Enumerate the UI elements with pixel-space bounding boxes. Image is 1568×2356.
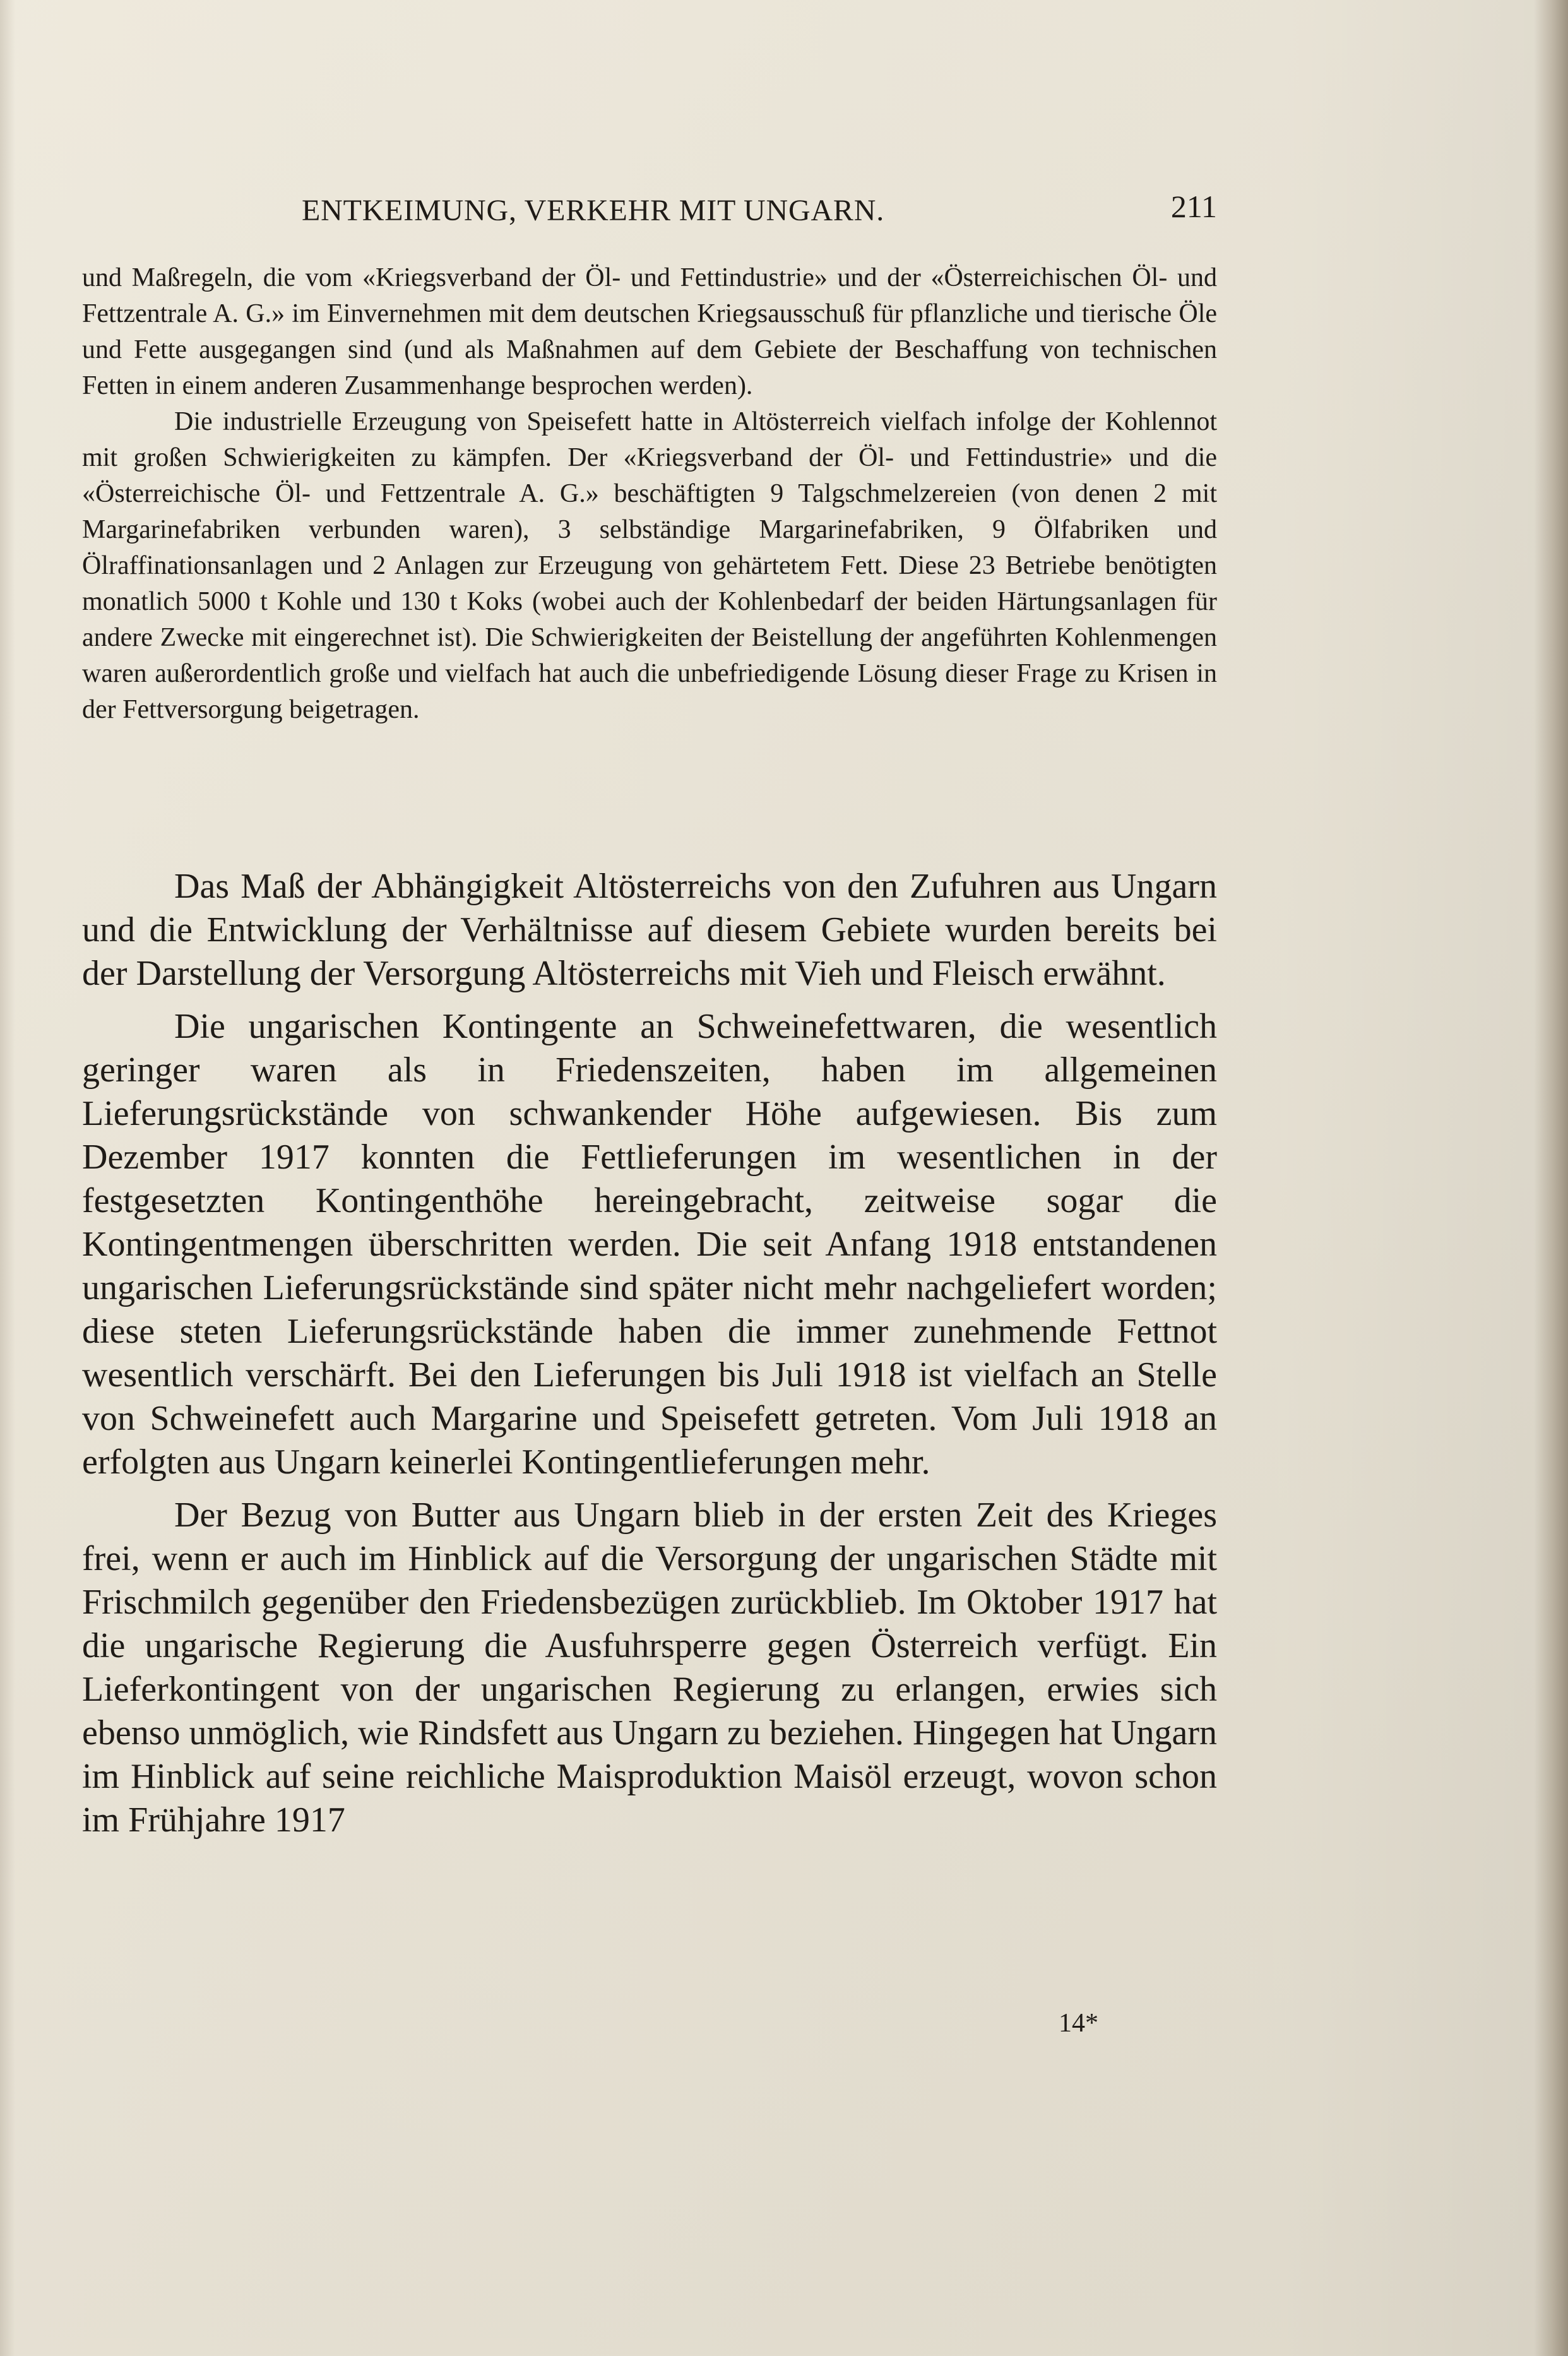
page-number: 211 <box>1170 189 1217 224</box>
page-header <box>302 188 1217 232</box>
large-paragraph-3: Der Bezug von Butter aus Ungarn blieb in der ersten Zeit des Krieges frei, wenn er auch im Hinblick auf die Versorgung der ungarischen Städte mit Frischmilch gegenüber den Friedensbezügen zurückblieb. Im Oktober 1917 hat die ungarische Regierung die Ausfuhrsperre gegen Österreich verfügt. Ein Lieferkontingent von der ungarischen Regierung zu erlangen, erwies sich ebenso unmöglich, wie Rindsfett aus Ungarn zu beziehen. Hingegen hat Ungarn im Hinblick auf seine reichliche Maisproduktion Maisöl erzeugt, wovon schon im Frühjahre 1917 <box>82 1496 1217 1840</box>
large-paragraph-2: Die ungarischen Kontingente an Schweinefettwaren, die wesentlich geringer waren als in Friedenszeiten, haben im allgemeinen Lieferungsrückstände von schwankender Höhe aufgewiesen. Bis zum Dezember 1917 konnten die Fettlieferungen im wesentlichen in der festgesetzten Kontingenthöhe hereingebracht, zeitweise sogar die Kontingentmengen überschritten werden. Die seit Anfang 1918 entstandenen ungarischen Lieferungsrückstände sind später nicht mehr nachgeliefert worden; diese steten Lieferungsrückstände haben die immer zunehmende Fettnot wesentlich verschärft. Bei den Lieferungen bis Juli 1918 ist vielfach an Stelle von Schweinefett auch Margarine und Speisefett getreten. Vom Juli 1918 an erfolgten aus Ungarn keinerlei Kontingentlieferungen mehr. <box>82 1007 1217 1482</box>
small-print-section <box>82 260 1217 728</box>
small-paragraph-2: Die industrielle Erzeugung von Speisefett hatte in Altösterreich vielfach infolge der Kohlennot mit großen Schwierigkeiten zu kämpfen. Der «Kriegsverband der Öl- und Fettindustrie» und die «Österreichische Öl- und Fettzentrale A. G.» beschäftigten 9 Talgschmelzereien (von denen 2 mit Margarinefabriken verbunden waren), 3 selbständige Margarinefabriken, 9 Ölfabriken und Ölraffinationsanlagen und 2 Anlagen zur Erzeugung von gehärtetem Fett. Diese 23 Betriebe benötigten monatlich 5000 t Kohle und 130 t Koks (wobei auch der Kohlenbedarf der beiden Härtungsanlagen für andere Zwecke mit eingerechnet ist). Die Schwierigkeiten der Beistellung der angeführten Kohlenmengen waren außerordentlich große und vielfach hat auch die unbefriedigende Lösung dieser Frage zu Krisen in der Fettversorgung beigetragen. <box>82 407 1217 724</box>
main-text-section <box>82 865 1217 1842</box>
printer-signature: 14* <box>1059 2009 1098 2038</box>
large-paragraph-1: Das Maß der Abhängigkeit Altösterreichs von den Zufuhren aus Ungarn und die Entwicklung der Verhältnisse auf diesem Gebiete wurden bereits bei der Darstellung der Versorgung Altösterreichs mit Vieh und Fleisch erwähnt. <box>82 867 1217 993</box>
running-title: ENTKEIMUNG, VERKEHR MIT UNGARN. <box>302 194 884 227</box>
page-gutter-shadow <box>0 0 15 2356</box>
page-edge-shadow <box>1534 0 1568 2356</box>
small-paragraph-1: und Maßregeln, die vom «Kriegsverband der Öl- und Fettindustrie» und der «Österreichischen Öl- und Fettzentrale A. G.» im Einvernehmen mit dem deutschen Kriegsausschuß für pflanzliche und tierische Öle und Fette ausgegangen sind (und als Maßnahmen auf dem Gebiete der Beschaffung von technischen Fetten in einem anderen Zusammenhange besprochen werden). <box>82 263 1217 400</box>
